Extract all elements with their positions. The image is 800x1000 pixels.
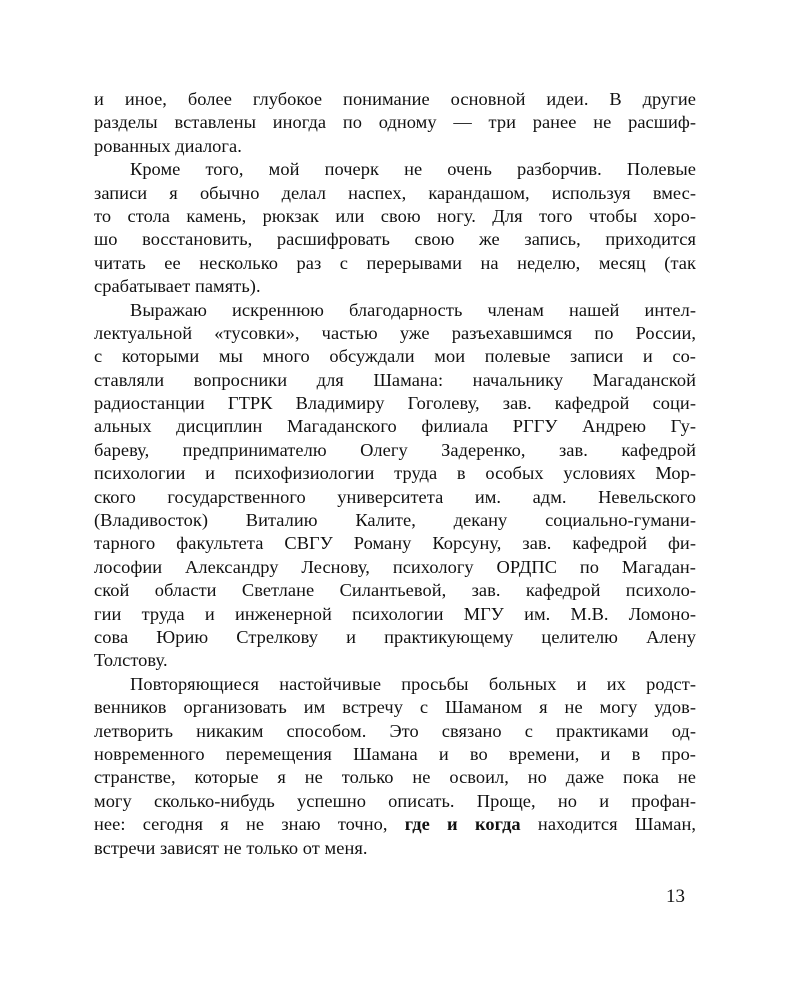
- page-body: [94, 88, 696, 860]
- text-line: (Владивосток) Виталию Калите, декану социально-гумани-: [94, 510, 696, 531]
- text-line: ставляли вопросники для Шамана: начальнику Магаданской: [94, 369, 696, 390]
- text-line: бареву, предпринимателю Олегу Задеренко, зав. кафедрой: [94, 439, 696, 460]
- text-line: Выражаю искреннюю благодарность членам нашей интел-: [130, 299, 696, 320]
- bold-segment: где и когда: [404, 814, 521, 835]
- text-line: венников организовать им встречу с Шаманом я не могу удов-: [94, 697, 696, 718]
- text-line: альных дисциплин Магаданского филиала РГГУ Андрею Гу-: [94, 416, 696, 437]
- text-line: странстве, которые я не только не освоил, но даже пока не: [94, 767, 696, 788]
- text-line: ского государственного университета им. адм. Невельского: [94, 486, 696, 507]
- text-line: Кроме того, мой почерк не очень разборчив. Полевые: [130, 159, 696, 180]
- text-line: с которыми мы много обсуждали мои полевые записи и со-: [94, 346, 696, 367]
- text-line: рованных диалога.: [94, 135, 242, 156]
- text-line: то стола камень, рюкзак или свою ногу. Для того чтобы хоро-: [94, 205, 696, 226]
- page-number: 13: [666, 886, 685, 907]
- text-line: тарного факультета СВГУ Роману Корсуну, зав. кафедрой фи-: [94, 533, 696, 554]
- text-line: могу сколько-нибудь успешно описать. Проще, но и профан-: [94, 790, 696, 811]
- text-line: срабатывает память).: [94, 276, 261, 297]
- text-line: разделы вставлены иногда по одному — три ранее не расшиф-: [94, 112, 696, 133]
- text-segment: нее: сегодня я не знаю точно,: [94, 814, 405, 835]
- text-line: гии труда и инженерной психологии МГУ им. М.В. Ломоно-: [94, 603, 696, 624]
- text-line: лософии Александру Леснову, психологу ОРДПС по Магадан-: [94, 556, 696, 577]
- text-line: ской области Светлане Силантьевой, зав. кафедрой психоло-: [94, 580, 696, 601]
- text-line: читать ее несколько раз с перерывами на неделю, месяц (так: [94, 252, 696, 273]
- text-line: лектуальной «тусовки», частью уже разъехавшимся по России,: [94, 322, 696, 343]
- text-line: Повторяющиеся настойчивые просьбы больных и их родст-: [130, 673, 696, 694]
- text-line: сова Юрию Стрелкову и практикующему целителю Алену: [94, 626, 696, 647]
- text-line: психологии и психофизиологии труда в особых условиях Мор-: [94, 463, 696, 484]
- text-line: и иное, более глубокое понимание основной идеи. В другие: [94, 89, 696, 109]
- text-line: записи я обычно делал наспех, карандашом, используя вмес-: [94, 182, 696, 203]
- text-line: радиостанции ГТРК Владимиру Гоголеву, зав. кафедрой соци-: [94, 393, 696, 414]
- text-line: летворить никаким способом. Это связано с практиками од-: [94, 720, 696, 741]
- text-line: [94, 813, 696, 836]
- text-line: шо восстановить, расшифровать свою же запись, приходится: [94, 229, 696, 250]
- text-line: Толстову.: [94, 650, 168, 671]
- text-line: встречи зависят не только от меня.: [94, 837, 368, 858]
- text-segment: находится Шаман,: [520, 814, 696, 835]
- text-line: новременного перемещения Шамана и во времени, и в про-: [94, 743, 696, 764]
